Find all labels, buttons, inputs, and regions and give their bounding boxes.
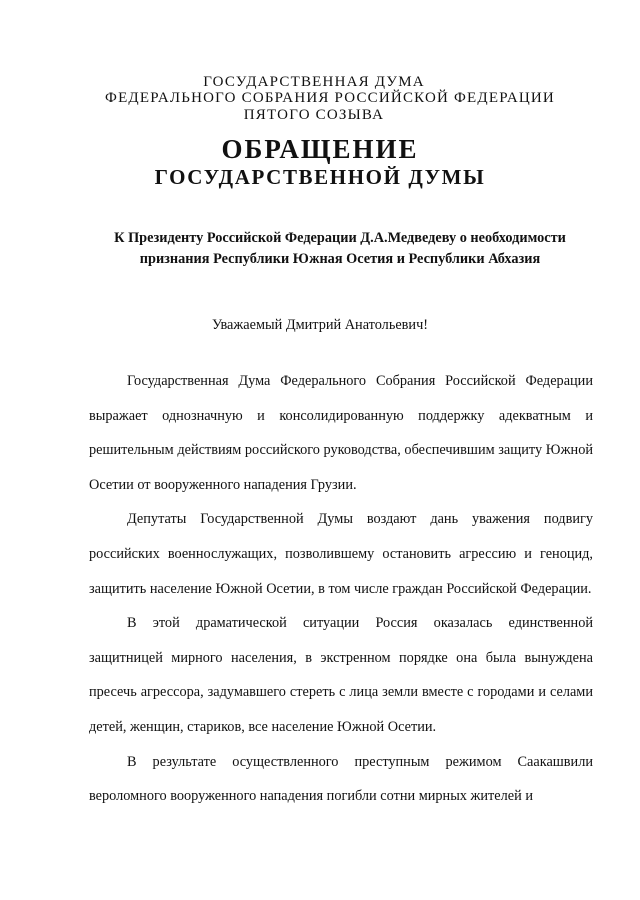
- header-convocation: ПЯТОГО СОЗЫВА: [243, 107, 385, 123]
- document-subtitle: ГОСУДАРСТВЕННОЙ ДУМЫ: [154, 165, 486, 189]
- paragraph-4: В результате осуществленного преступным режимом Саакашвили вероломного вооруженного нападения погибли сотни мирных жителей и: [89, 753, 593, 805]
- paragraph-3: В этой драматической ситуации Россия оказалась единственной защитницей мирного населения, в экстренном порядке она была вынуждена пресечь агрессора, задумавшего стереть с лица земли вместе с городами и селами детей, женщин, стариков, все население Южной Осетии.: [89, 615, 593, 735]
- paragraph-1: Государственная Дума Федерального Собрания Российской Федерации выражает однозначную и консолидированную поддержку адекватным и решительным действиям российского руководства, обеспечившим защиту Южной Осетии от вооруженного нападения Грузии.: [89, 373, 593, 493]
- addressee-block: [90, 228, 590, 270]
- salutation: Уважаемый Дмитрий Анатольевич!: [211, 317, 429, 333]
- header-assembly: ФЕДЕРАЛЬНОГО СОБРАНИЯ РОССИЙСКОЙ ФЕДЕРАЦИИ: [105, 90, 555, 106]
- body-text: [89, 364, 593, 814]
- header-organization: ГОСУДАРСТВЕННАЯ ДУМА: [203, 74, 425, 90]
- addressee-line-1: К Президенту Российской Федерации Д.А.Медведеву о необходимости: [114, 230, 566, 246]
- addressee-line-2: признания Республики Южная Осетия и Республики Абхазия: [139, 251, 541, 267]
- paragraph-2: Депутаты Государственной Думы воздают дань уважения подвигу российских военнослужащих, позволившему остановить агрессию и геноцид, защитить население Южной Осетии, в том числе граждан Российской Федерации.: [89, 511, 593, 597]
- document-title: ОБРАЩЕНИЕ: [221, 134, 419, 164]
